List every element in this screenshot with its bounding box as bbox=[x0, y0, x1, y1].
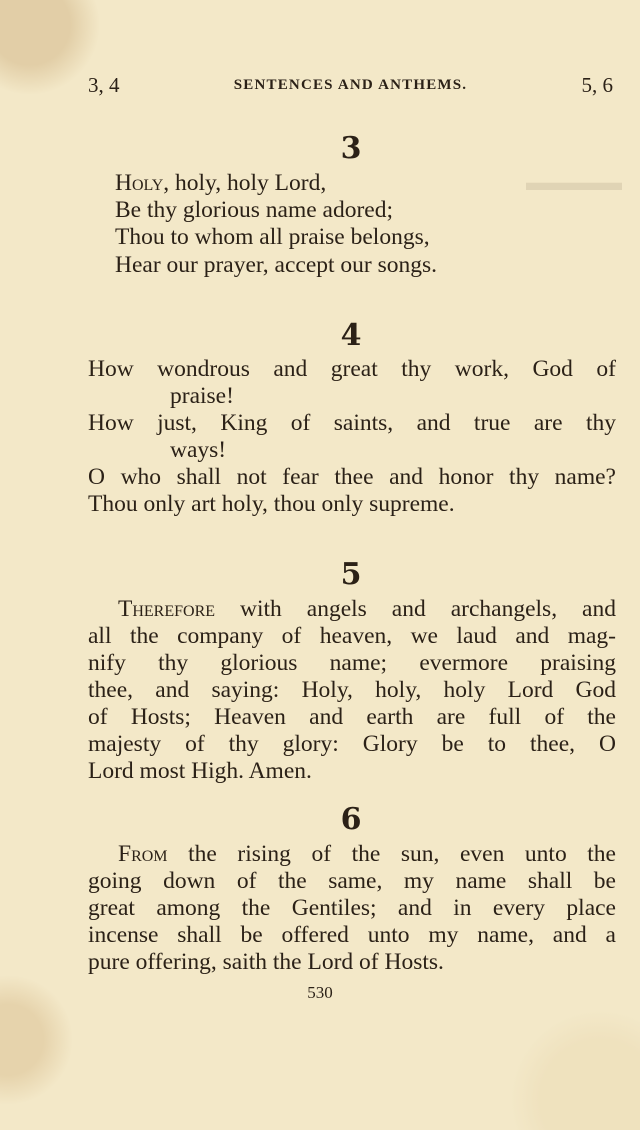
prose-line: great among the Gentiles; and in every place bbox=[88, 895, 616, 921]
prose-line: of Hosts; Heaven and earth are full of the bbox=[88, 704, 616, 730]
verse-line: Thou only art holy, thou only supreme. bbox=[88, 491, 455, 517]
section-number-6: 6 bbox=[340, 802, 362, 837]
verse-line bbox=[115, 170, 640, 197]
verse-line: Hear our prayer, accept our songs. bbox=[115, 252, 438, 278]
line-rest: , holy, holy Lord, bbox=[163, 170, 327, 196]
verse-line-continuation: praise! bbox=[170, 383, 234, 409]
prose-line: going down of the same, my name shall be bbox=[88, 868, 616, 894]
verse-line: Thou to whom all praise belongs, bbox=[115, 224, 430, 250]
prose-line bbox=[118, 841, 616, 868]
section-number-4: 4 bbox=[340, 318, 362, 353]
show-through-shadow: ▬▬▬▬ bbox=[526, 170, 622, 196]
line-rest: the rising of the sun, even unto the bbox=[167, 841, 616, 867]
prose-line: majesty of thy glory: Glory be to thee, O bbox=[88, 731, 616, 757]
line-rest: with angels and archangels, and bbox=[215, 596, 616, 622]
verse-line: O who shall not fear thee and honor thy name? bbox=[88, 464, 616, 490]
prose-line: thee, and saying: Holy, holy, holy Lord God bbox=[88, 677, 616, 703]
verse-line-continuation: ways! bbox=[170, 437, 227, 463]
drop-word: Holy bbox=[115, 170, 164, 196]
drop-word: From bbox=[118, 841, 168, 867]
section-number-5: 5 bbox=[340, 557, 362, 592]
drop-word: Therefore bbox=[118, 596, 216, 622]
section-number-3: 3 bbox=[340, 131, 362, 166]
prose-line: pure offering, saith the Lord of Hosts. bbox=[88, 949, 444, 975]
prose-line: incense shall be offered unto my name, and a bbox=[88, 922, 616, 948]
prose-line: Lord most High. Amen. bbox=[88, 758, 312, 784]
page-number: 530 bbox=[307, 983, 333, 1002]
verse-line: How wondrous and great thy work, God of bbox=[88, 356, 616, 382]
header-title: SENTENCES AND ANTHEMS. bbox=[233, 77, 468, 93]
prose-line: nify thy glorious name; evermore praising bbox=[88, 650, 616, 676]
verse-line: Be thy glorious name adored; bbox=[115, 197, 394, 223]
prose-line: all the company of heaven, we laud and mag- bbox=[88, 623, 616, 649]
header-right-numbers: 5, 6 bbox=[581, 73, 613, 97]
header-left-numbers: 3, 4 bbox=[88, 73, 120, 97]
prose-line bbox=[118, 596, 616, 623]
running-header bbox=[88, 73, 613, 99]
verse-line: How just, King of saints, and true are thy bbox=[88, 410, 616, 436]
